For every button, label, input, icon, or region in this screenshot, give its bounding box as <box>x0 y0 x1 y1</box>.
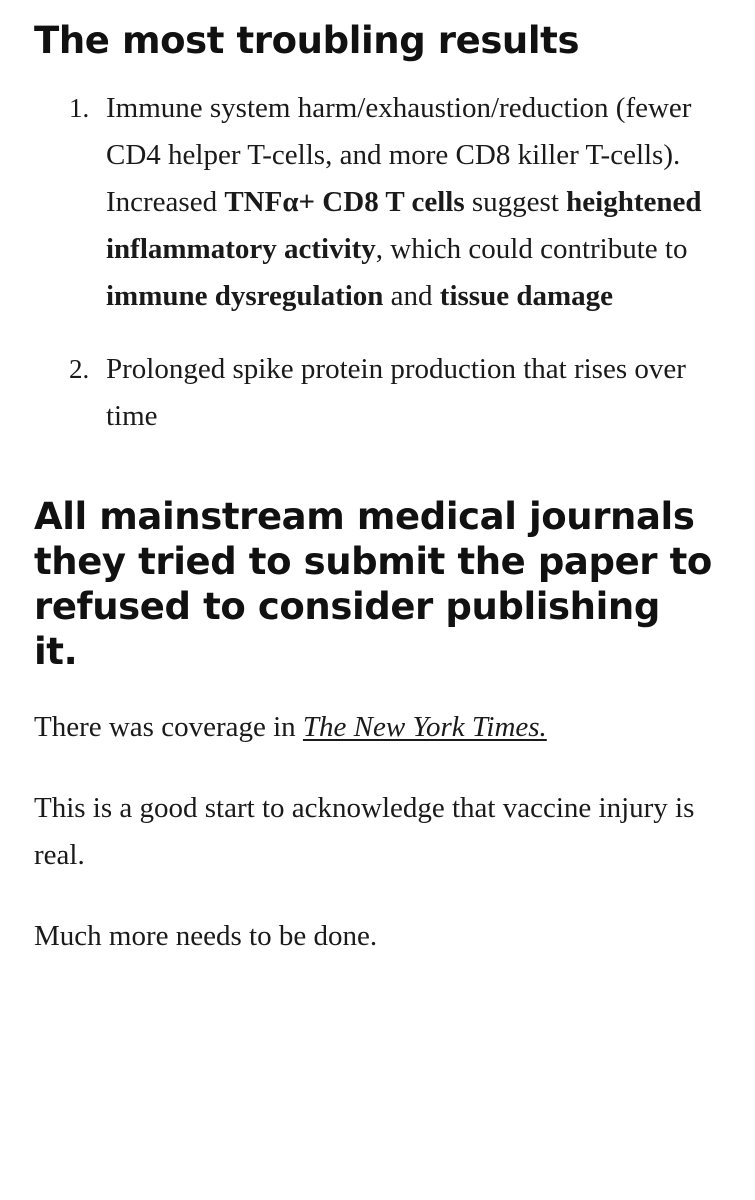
plain-text: suggest <box>464 186 567 219</box>
nyt-link[interactable]: The New York Times. <box>302 711 547 744</box>
emphasis-text: heightened inflammatory activity <box>106 186 702 266</box>
list-item <box>96 85 721 320</box>
paragraph-more-needed: Much more needs to be done. <box>34 920 378 953</box>
emphasis-text: immune dysregulation <box>106 280 384 312</box>
plain-text: Prolonged spike protein production that rises over time <box>106 352 686 432</box>
emphasis-text: TNFα+ CD8 T cells <box>224 186 465 219</box>
troubling-results-list <box>34 85 721 440</box>
plain-text: and <box>383 280 440 312</box>
list-item <box>96 346 721 440</box>
emphasis-text: tissue damage <box>439 280 613 312</box>
paragraph-coverage-prefix: There was coverage in <box>34 711 303 744</box>
list-item-text <box>106 92 701 312</box>
list-item-text <box>106 353 686 432</box>
plain-text: Immune system harm/exhaustion/reduction (fewer CD4 helper T-cells, and more CD8 killer T-cells). Increased <box>106 92 692 219</box>
section-heading-journals: All mainstream medical journals they tried to submit the paper to refused to consider publishing it. <box>34 494 712 674</box>
page-title: The most troubling results <box>34 19 580 62</box>
paragraph-coverage <box>34 704 721 751</box>
paragraph-good-start: This is a good start to acknowledge that vaccine injury is real. <box>34 792 695 872</box>
plain-text: , which could contribute to <box>375 233 688 266</box>
